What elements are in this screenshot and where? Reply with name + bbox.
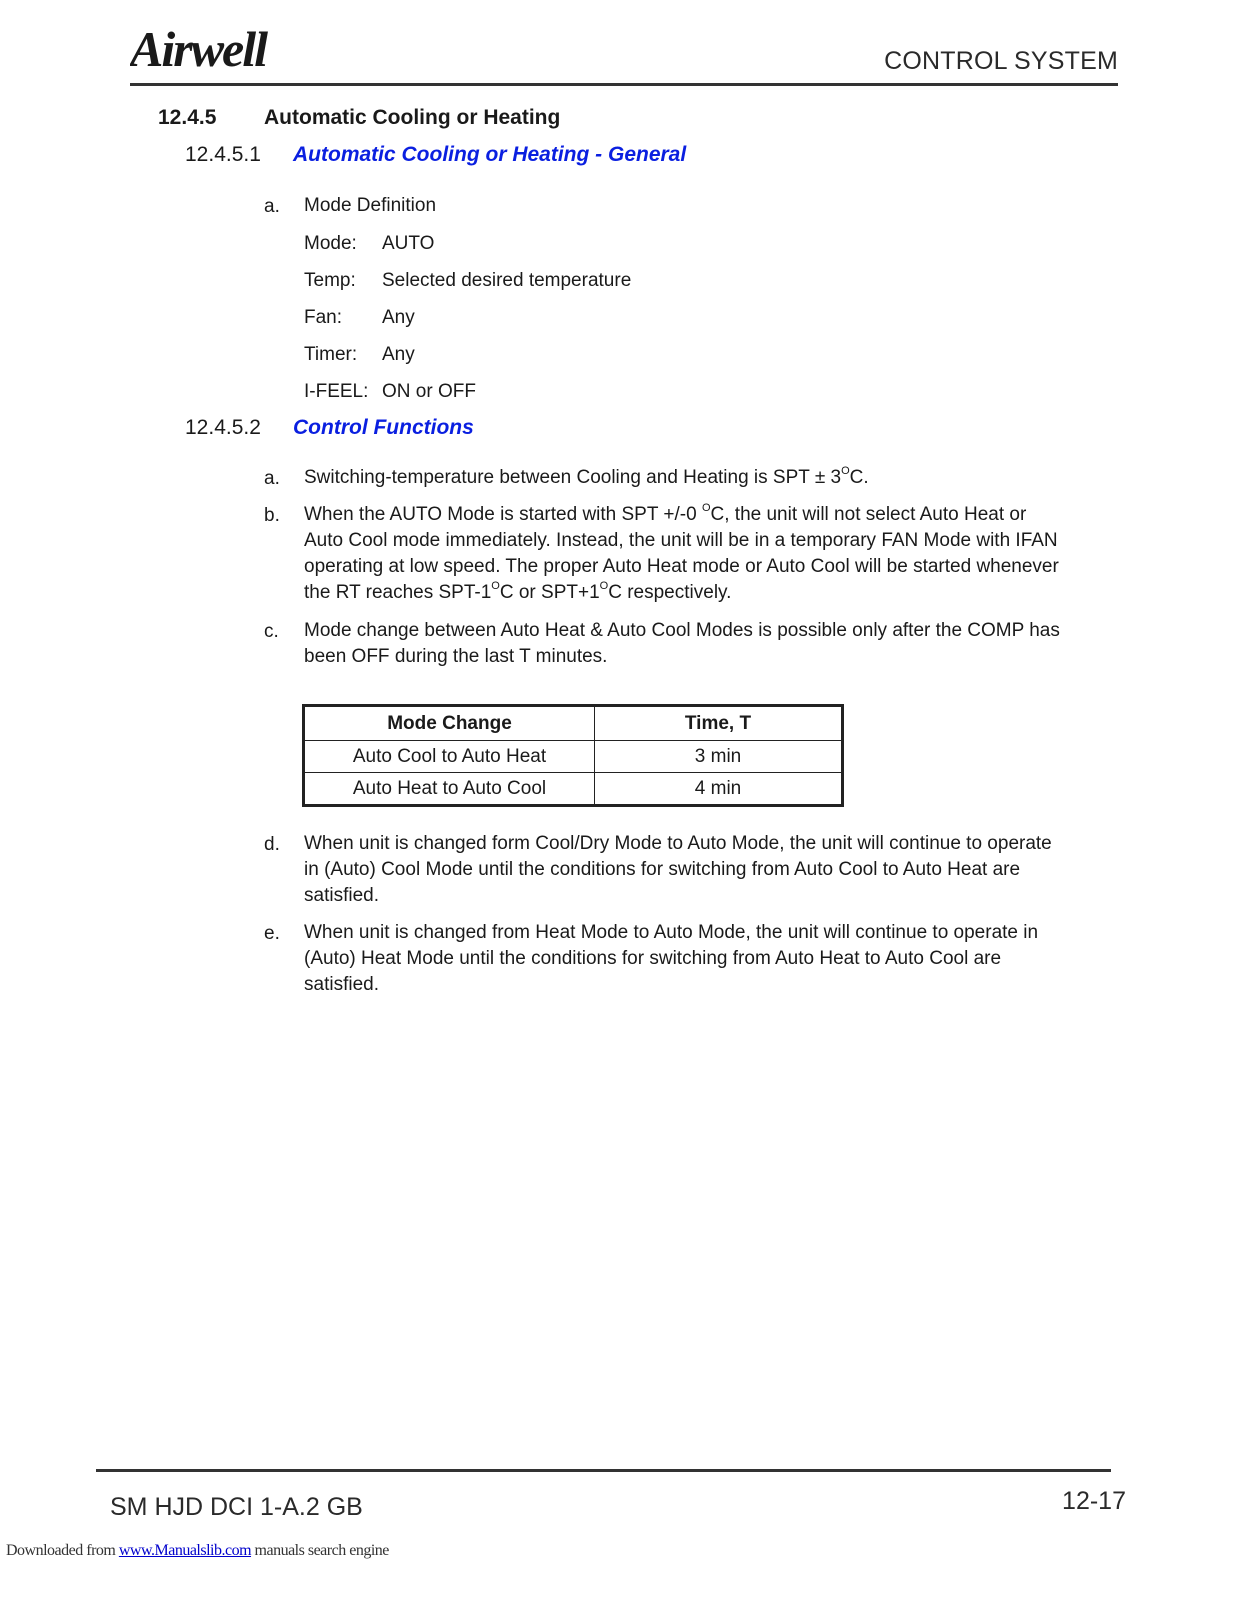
func-b-letter: b.	[264, 505, 280, 526]
table-header-cell: Time, T	[595, 706, 843, 741]
def-label-fan: Fan:	[304, 307, 343, 328]
func-b-text: When the AUTO Mode is started with SPT +/-0 $^O$C, the unit will not select Auto Heat or Auto Cool mode immediately. Instead, the unit will be in a temporary FAN Mode with IFAN operating at low speed. The proper Auto Heat mode or Auto Cool will be started whenever the RT reaches SPT-$1^OC$ or $SPT+1^OC$ respectively.	[304, 502, 1059, 603]
header-divider	[130, 83, 1118, 86]
def-value-fan: Any	[382, 307, 415, 328]
footer-divider	[96, 1469, 1111, 1472]
table-cell: Auto Cool to Auto Heat	[304, 741, 595, 773]
airwell-logo	[130, 22, 305, 74]
table-row	[304, 773, 843, 806]
mode-change-table	[302, 704, 844, 807]
table-cell: Auto Heat to Auto Cool	[304, 773, 595, 806]
subsection-1-title: Automatic Cooling or Heating - General	[293, 143, 687, 166]
def-label-ifeel: I-FEEL:	[304, 381, 369, 402]
def-label-mode: Mode:	[304, 233, 357, 254]
func-e-text: When unit is changed from Heat Mode to Auto Mode, the unit will continue to operate in (Auto) Heat Mode until the conditions for switching from Auto Heat to Auto Cool are satisfied.	[304, 922, 1039, 995]
footer-doc-code: SM HJD DCI 1-A.2 GB	[110, 1493, 363, 1521]
def-label-temp: Temp:	[304, 270, 356, 291]
subsection-1-number: 12.4.5.1	[185, 143, 261, 166]
logo-text: Airwell	[130, 22, 267, 74]
page-number: 12-17	[1062, 1487, 1126, 1515]
table-cell: 4 min	[595, 773, 843, 806]
table-header-row	[304, 706, 843, 741]
table-cell: 3 min	[595, 741, 843, 773]
item-a-text: Mode Definition	[304, 195, 437, 216]
func-d-letter: d.	[264, 834, 280, 855]
header-title: CONTROL SYSTEM	[884, 47, 1118, 75]
func-a-text: Switching-temperature between Cooling and Heating is SPT ± $3^OC$.	[304, 465, 869, 488]
def-value-mode: AUTO	[382, 233, 435, 254]
func-a-letter: a.	[264, 468, 280, 489]
item-a-letter: a.	[264, 196, 280, 217]
subsection-2-title: Control Functions	[293, 416, 474, 439]
table-row	[304, 741, 843, 773]
def-value-temp: Selected desired temperature	[382, 270, 632, 291]
def-value-timer: Any	[382, 344, 415, 365]
func-c-letter: c.	[264, 621, 279, 642]
def-label-timer: Timer:	[304, 344, 358, 365]
func-e-letter: e.	[264, 923, 280, 944]
func-d-text: When unit is changed form Cool/Dry Mode to Auto Mode, the unit will continue to operate in (Auto) Cool Mode until the conditions for switching from Auto Cool to Auto Heat are satisfied.	[304, 833, 1052, 906]
subsection-2-number: 12.4.5.2	[185, 416, 261, 439]
def-value-ifeel: ON or OFF	[382, 381, 476, 402]
manualslib-link[interactable]: www.Manualslib.com	[118, 1542, 252, 1559]
func-c-text: Mode change between Auto Heat & Auto Cool Modes is possible only after the COMP has been OFF during the last T minutes.	[304, 620, 1060, 667]
table-header-cell: Mode Change	[304, 706, 595, 741]
section-number: 12.4.5	[158, 106, 217, 129]
section-title: Automatic Cooling or Heating	[264, 106, 561, 129]
download-note: Downloaded from www.Manualslib.com manuals search engine	[6, 1542, 389, 1559]
